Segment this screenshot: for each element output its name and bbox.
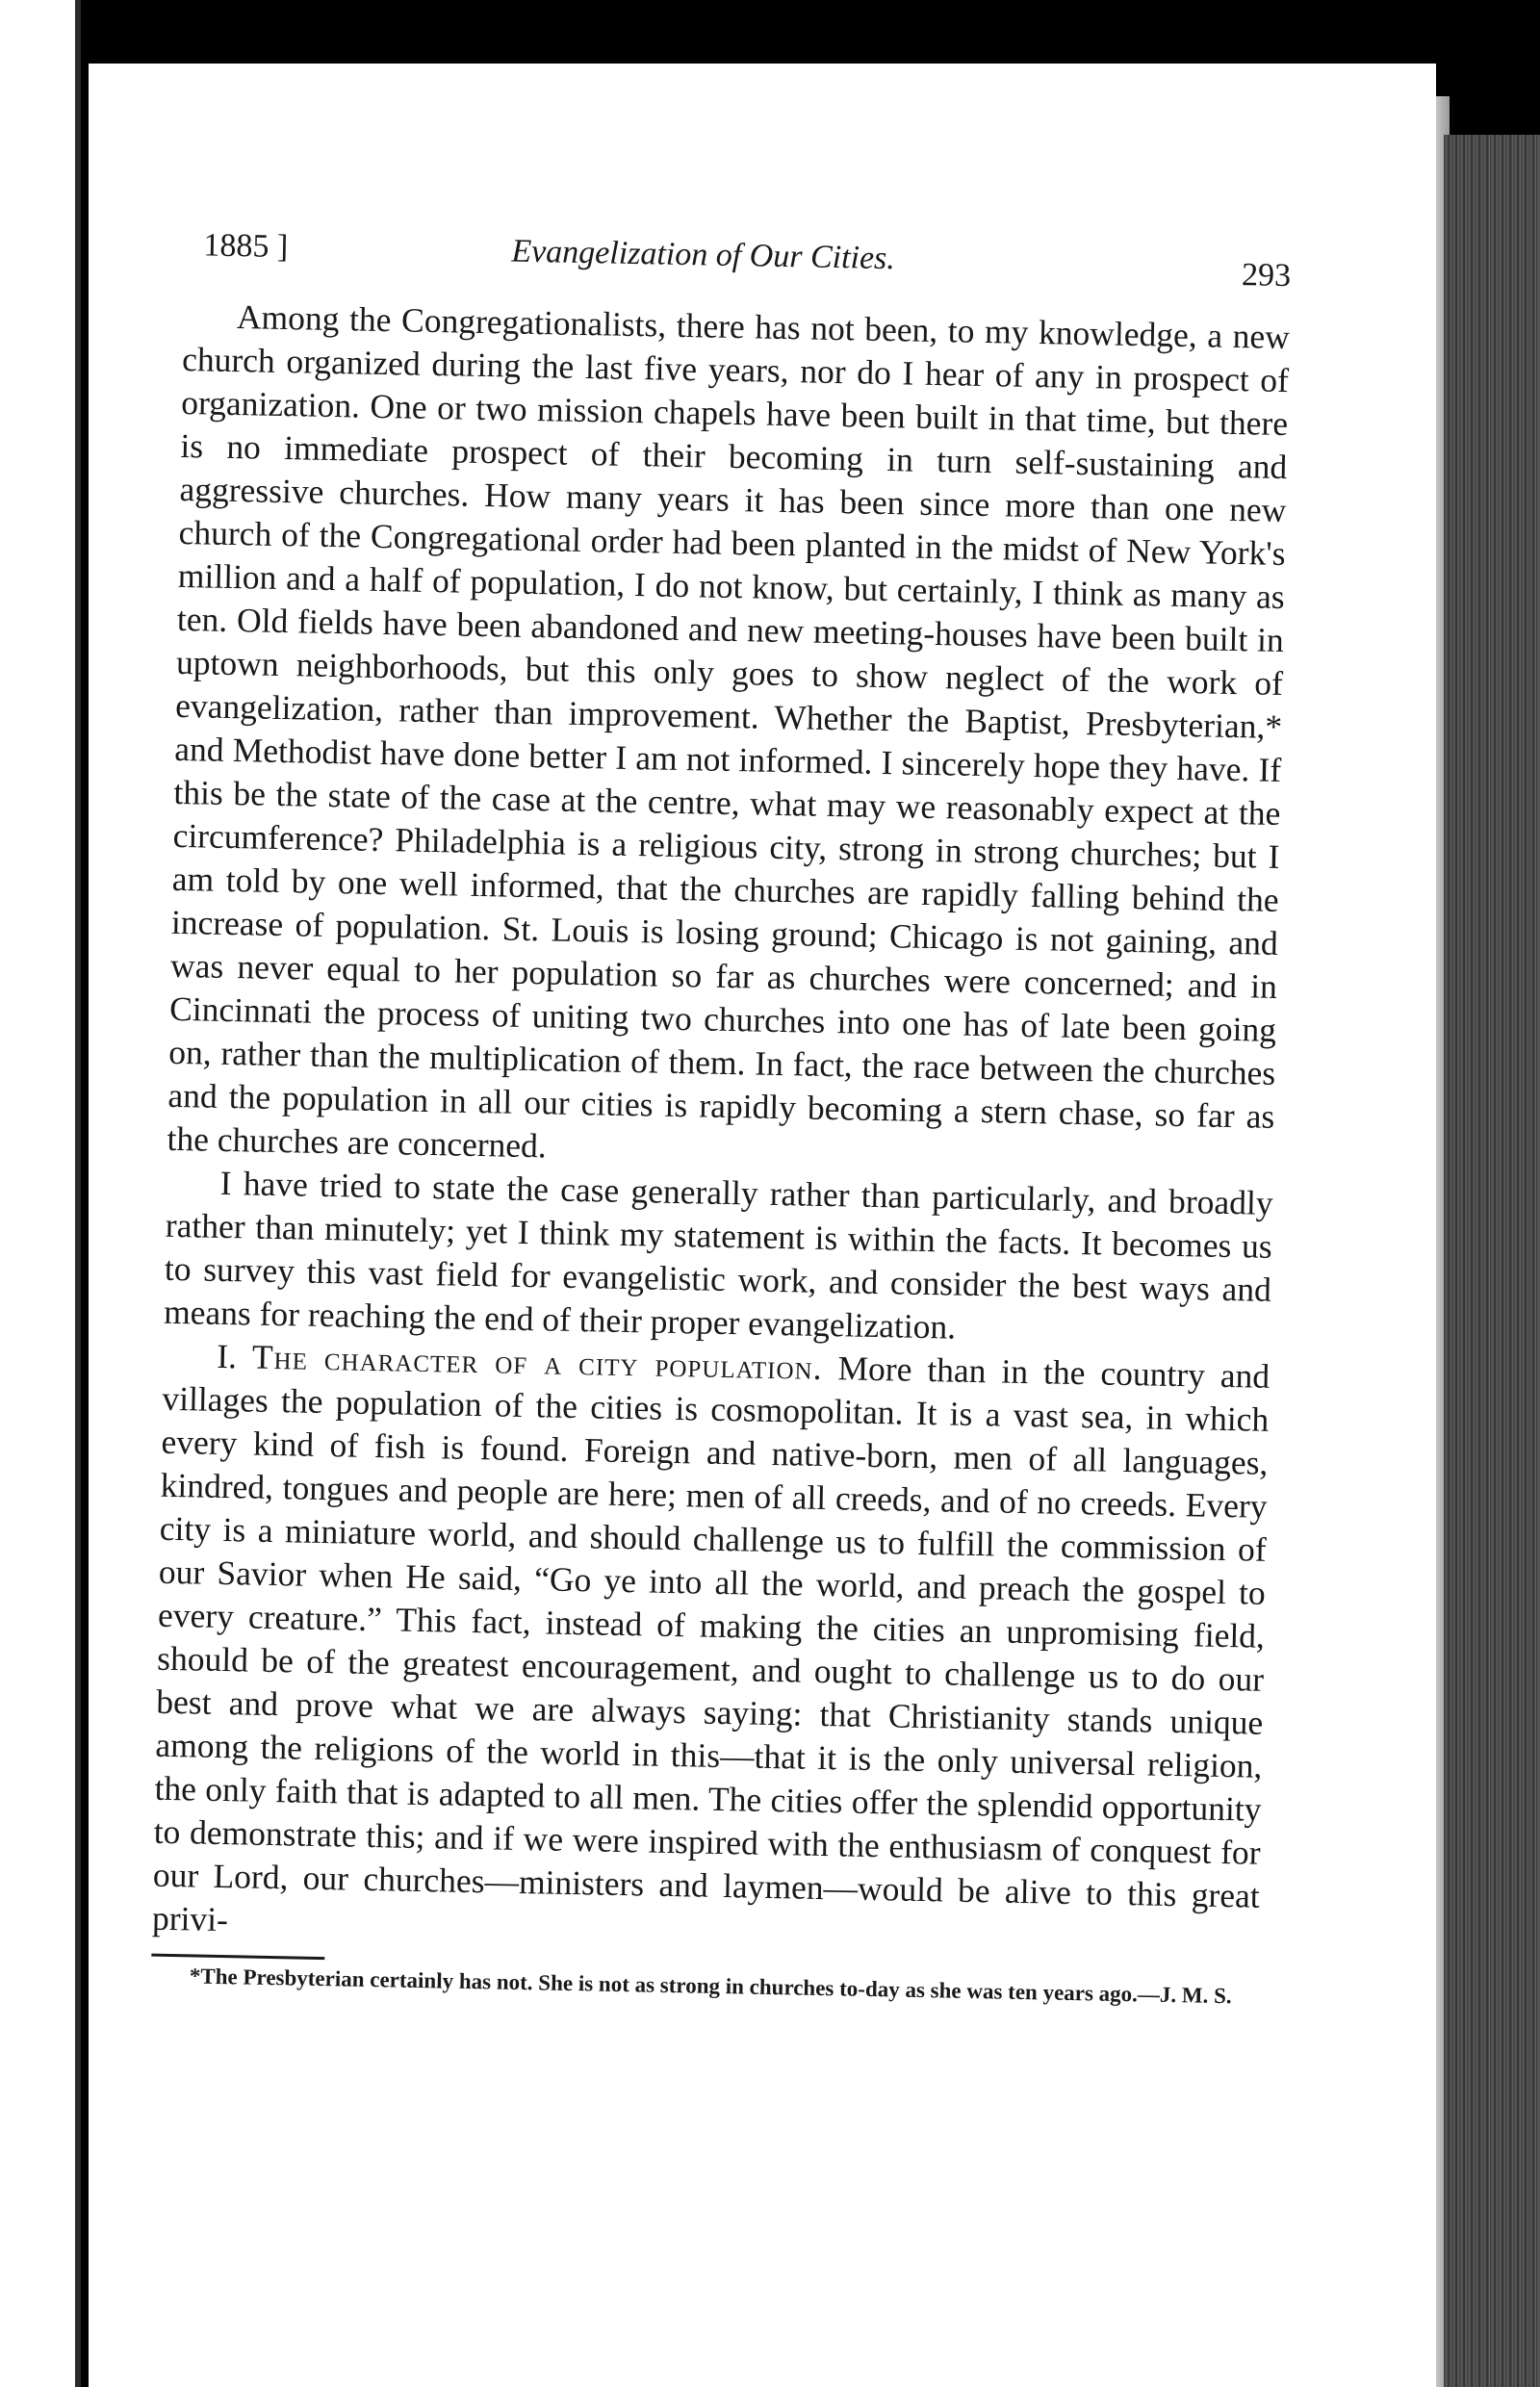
page-edge-stack [1444,135,1540,2387]
facing-page-edge [0,0,81,2387]
running-head-year: 1885 ] [203,227,289,266]
running-head-title: Evangelization of Our Cities. [511,233,896,277]
book-page [89,64,1436,2387]
section-text: More than in the country and villages the population of the cities is cosmopolitan. It is a vast sea, in which every kind of fish is found. Foreign and native-born, men of all languages, kindred, tongues and people are here; men of all creeds, and of no creeds. Every city is a miniature world, and should challenge us to fulfill the commission of our Savior when He said, “Go ye into all the world, and preach the gospel to every creature.” This fact, instead of making the cities an unpromising field, should be of the greatest encouragement, and ought to challenge us to do our best and prove what we are always saying: that Christianity stands unique among the religions of the world in this—that it is the only universal religion, the only faith that is adapted to all men. The cities offer the splendid opportunity to demonstrate this; and if we were inspired with the enthusiasm of conquest for our Lord, our churches—ministers and laymen—would be alive to this great privi- [151,1348,1270,1939]
page-content [151,218,1292,2011]
section-number: I. [216,1336,238,1376]
section-heading: The character of a city population. [251,1337,823,1387]
section-paragraph [152,1334,1270,1962]
body-text [152,295,1291,1962]
footnote-rule [151,1954,324,1960]
footnote: *The Presbyterian certainly has not. She is not as strong in churches to-day as she was ten years ago.—J. M. S. [189,1964,1232,2009]
paragraph-1: Among the Congregationalists, there has not been, to my knowledge, a new church organized during the last five years, nor do I hear of any in prospect of organization. One or two mission chapels have been built in that time, but there is no immediate prospect of their becoming in turn self-sustaining and aggressive churches. How many years it has been since more than one new church of the Congregational order had been planted in the midst of New York's million and a half of population, I do not know, but certainly, I think as many as ten. Old fields have been abandoned and new meeting-houses have been built in uptown neighborhoods, but this only goes to show neglect of the work of evangelization, rather than improvement. Whether the Baptist, Presbyterian,* and Methodist have done better I am not informed. I sincerely hope they have. If this be the state of the case at the centre, what may we reasonably expect at the circumference? Philadelphia is a religious city, strong in strong churches; but I am told by one well informed, that the churches are rapidly falling behind the increase of population. St. Louis is losing ground; Chicago is not gaining, and was never equal to her population so far as churches were concerned; and in Cincinnati the process of uniting two churches into one has of late been going on, rather than the multiplication of them. In fact, the race between the churches and the population in all our cities is rapidly becoming a stern chase, so far as the churches are concerned. [167,297,1291,1166]
paragraph-2: I have tried to state the case generally rather than particularly, and broadly rather than minutely; yet I think my statement is within the facts. It becomes us to survey this vast field for evangelistic work, and consider the best ways and means for reaching the end of their proper evangelization. [163,1163,1273,1347]
page-number: 293 [1241,257,1292,295]
